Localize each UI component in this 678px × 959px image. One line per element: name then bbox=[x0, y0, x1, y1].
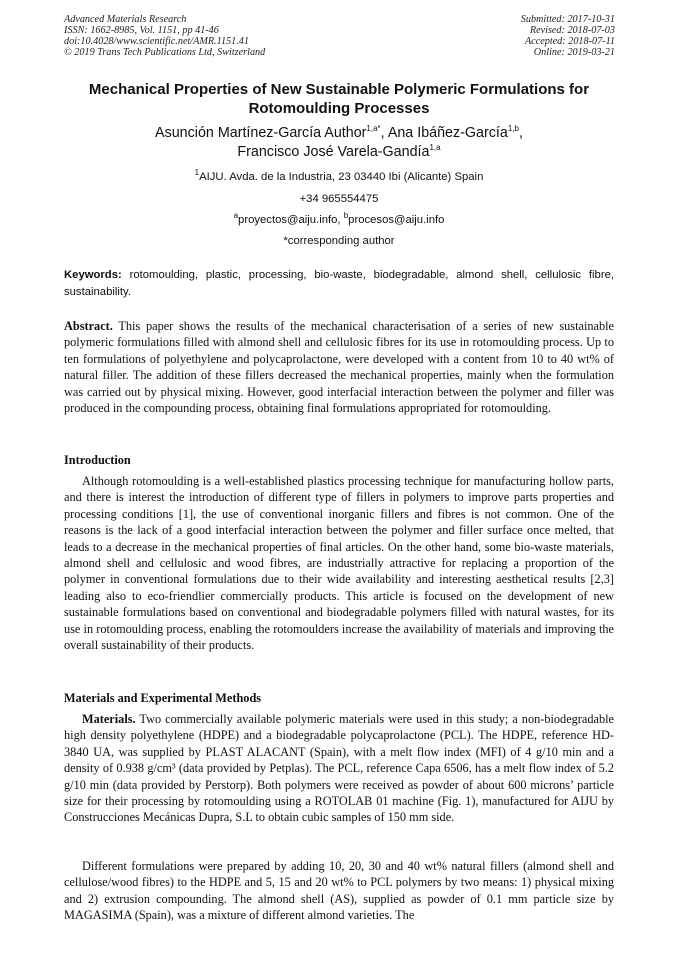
keywords bbox=[64, 267, 614, 301]
abstract bbox=[64, 318, 614, 416]
doi: doi:10.4028/www.scientific.net/AMR.1151.41 bbox=[64, 36, 249, 47]
affiliation-phone: +34 965554475 bbox=[299, 193, 379, 205]
introduction-paragraph: Although rotomoulding is a well-established plastics processing technique for manufacturing hollow parts, and there is interest the introduction of different type of fillers in polymers to improve parts properties and processing conditions [1], the use of conventional inorganic fillers and fibres is not common. One of the reasons is the lack of a good interfacial interaction between the polymer and filler surface once melted, that leads to a decrease in the mechanical properties of final articles. On the other hand, some bio-waste materials, almond shell and cellulosic and wood fibres, are industrially attractive for replacing a proportion of the polymer in conventional formulations due to their wide availability and interesting aesthetical results [2,3] leading also to eco-friendlier commercially products. This article is focused on the development of new sustainable formulations based on conventional and biodegradable polymers filled with natural wastes, for its use in rotomoulding process, enabling the rotomoulders increase the availability of materials and improving the overall sustainability of their products. bbox=[64, 474, 614, 653]
author-3: Francisco José Varela-Gandía bbox=[237, 144, 430, 160]
methods-heading: Materials and Experimental Methods bbox=[64, 691, 262, 705]
author-separator: , bbox=[518, 125, 523, 141]
email-b-marker: b bbox=[343, 211, 349, 221]
author-1-affiliation: 1,a* bbox=[366, 124, 381, 134]
submitted-date: Submitted: 2017-10-31 bbox=[520, 14, 615, 25]
materials-text: Two commercially available polymeric materials were used in this study; a non-biodegradable high density polyethylene (HDPE) and a biodegradable polycaprolactone (PCL). The HDPE, reference HD-3840 UA, was supplied by PLAST ALACANT (Spain), with a melt flow index (MFI) of 4 g/10 min and a density of 0.938 g/cm³ (data provided by Petplas). The PCL, reference Capa 6506, has a melt flow index of 5.2 g/10 min (data provided by Perstorp). Both polymers were received as powder of about 600 microns’ particle size for their processing by rotomoulding using a ROTOLAB 01 machine (Fig. 1), manufactured for AIJU by Construcciones Mecánicas Dupra, S.L to obtain cubic samples of 150 mm side. bbox=[64, 712, 614, 825]
online-date: Online: 2019-03-21 bbox=[533, 47, 615, 58]
journal-name: Advanced Materials Research bbox=[64, 14, 187, 25]
issn-volume: ISSN: 1662-8985, Vol. 1151, pp 41-46 bbox=[64, 25, 219, 36]
author-2: Ana Ibáñez-García bbox=[387, 125, 508, 141]
email-a-marker: a bbox=[233, 211, 239, 221]
materials-paragraph bbox=[64, 711, 614, 826]
author-separator: , bbox=[380, 125, 388, 141]
abstract-text: This paper shows the results of the mechanical characterisation of a series of new sustainable polymeric formulations filled with almond shell and cellulosic fibres for its use in rotomoulding process. Up to ten formulations of polyethylene and polycaprolactone, were developed with a content from 10 to 40 wt% of natural filler. The addition of these fillers decreased the mechanical properties, mainly when the formulation was carried out by physical mixing. However, good interfacial interaction between the polymer and filler was produced in the compounding process, obtaining final formulations appropriated for rotomoulding. bbox=[64, 319, 614, 416]
affiliation-number: 1 bbox=[194, 168, 200, 178]
introduction-heading: Introduction bbox=[64, 453, 131, 467]
accepted-date: Accepted: 2018-07-11 bbox=[524, 36, 615, 47]
journal-info bbox=[64, 14, 265, 58]
abstract-label: Abstract. bbox=[64, 319, 113, 333]
author-2-affiliation: 1,b bbox=[507, 124, 519, 134]
email-a[interactable]: proyectos@aiju.info, bbox=[238, 214, 344, 226]
affiliation-emails bbox=[40, 213, 638, 227]
keywords-text: rotomoulding, plastic, processing, bio-waste, biodegradable, almond shell, cellulosic fibre, sustainability. bbox=[64, 269, 614, 298]
email-b[interactable]: procesos@aiju.info bbox=[348, 214, 445, 226]
materials-label: Materials. bbox=[82, 712, 136, 726]
author-1: Asunción Martínez-García Author bbox=[155, 125, 367, 141]
author-list bbox=[40, 124, 638, 162]
keywords-label: Keywords: bbox=[64, 269, 122, 281]
revised-date: Revised: 2018-07-03 bbox=[529, 25, 615, 36]
formulations-paragraph: Different formulations were prepared by adding 10, 20, 30 and 40 wt% natural fillers (almond shell and cellulose/wood fibres) to the HDPE and 5, 15 and 20 wt% to PCL polymers by two means: 1) physical mixing and 2) extrusion compounding. The almond shell (AS), supplied as powder of 0.1 mm particle size by MAGASIMA (Spain), was a mixture of different almond varieties. The bbox=[64, 859, 614, 923]
submission-dates bbox=[521, 14, 615, 58]
affiliation-address bbox=[40, 170, 638, 184]
paper-title: Mechanical Properties of New Sustainable Polymeric Formulations for Rotomoulding Processes bbox=[88, 81, 590, 117]
copyright: © 2019 Trans Tech Publications Ltd, Switzerland bbox=[64, 47, 266, 58]
corresponding-author-note: *corresponding author bbox=[283, 235, 395, 247]
author-3-affiliation: 1,a bbox=[429, 143, 441, 153]
address-text: AIJU. Avda. de la Industria, 23 03440 Ibi (Alicante) Spain bbox=[199, 171, 484, 183]
